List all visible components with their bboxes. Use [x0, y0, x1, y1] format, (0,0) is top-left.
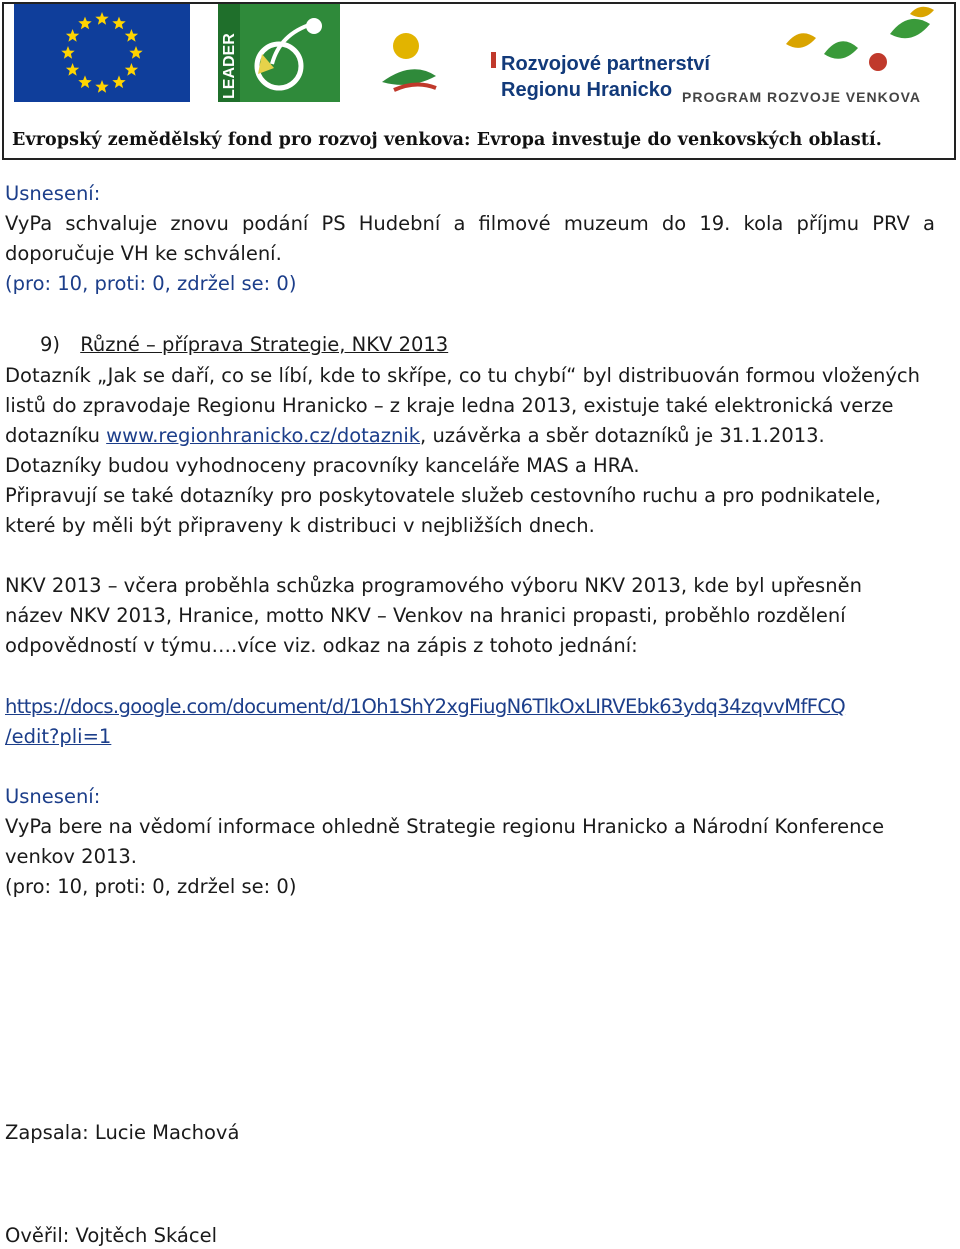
leader-logo — [218, 4, 340, 102]
paragraph-1-line-2: listů do zpravodaje Regionu Hranicko – z kraje ledna 2013, existuje také elektronická verze — [5, 394, 894, 417]
rozvojove-partnerstvi-logo — [382, 33, 711, 101]
resolution-text-1-word: kola — [743, 212, 784, 235]
resolution-text-2-line1: VyPa bere na vědomí informace ohledně Strategie regionu Hranicko a Národní Konference — [5, 815, 885, 838]
paragraph-2-line-1: NKV 2013 – včera proběhla schůzka programového výboru NKV 2013, kde byl upřesněn — [5, 574, 862, 597]
vote-result-1: (pro: 10, proti: 0, zdržel se: 0) — [5, 272, 297, 295]
paragraph-1-line-5: Připravují se také dotazníky pro poskytovatele služeb cestovního ruchu a pro podnikatele, — [5, 484, 882, 507]
paragraph-1-line-3-pre: dotazníku — [5, 424, 107, 447]
questionnaire-link[interactable]: www.regionhranicko.cz/dotaznik — [106, 424, 421, 447]
google-doc-link[interactable]: https://docs.google.com/document/d/1Oh1ShY2xgFiugN6TlkOxLIRVEbk63ydq34zqvvMfFCQ — [5, 695, 846, 718]
resolution-text-1-line2: doporučuje VH ke schválení. — [5, 242, 282, 265]
header-banner — [2, 2, 956, 160]
paragraph-2-line-3: odpovědností v týmu….více viz. odkaz na zápis z tohoto jednání: — [5, 634, 638, 657]
paragraph-1-line-3 — [5, 424, 825, 448]
resolution-text-1-word: PRV — [872, 212, 910, 235]
google-doc-link-line-2 — [5, 725, 111, 749]
resolution-text-1-word: muzeum — [563, 212, 649, 235]
resolution-text-1-word: příjmu — [796, 212, 860, 235]
resolution-text-1-word: do — [661, 212, 687, 235]
paragraph-1-line-4: Dotazníky budou vyhodnoceny pracovníky kanceláře MAS a HRA. — [5, 454, 640, 477]
resolution-text-1-word: a — [922, 212, 935, 235]
resolution-text-1-line1 — [5, 212, 935, 236]
paragraph-1-line-3-post: , uzávěrka a sběr dotazníků je 31.1.2013. — [420, 424, 825, 447]
header-caption: Evropský zemědělský fond pro rozvoj venkova: Evropa investuje do venkovských oblastí. — [12, 130, 882, 150]
vote-result-2: (pro: 10, proti: 0, zdržel se: 0) — [5, 875, 297, 898]
paragraph-2-line-2: název NKV 2013, Hranice, motto NKV – Venkov na hranici propasti, proběhlo rozdělení — [5, 604, 846, 627]
section-heading — [40, 333, 448, 357]
brand-regionu: Regionu Hranicko — [501, 79, 673, 101]
resolution-text-1-word: schvaluje — [65, 212, 158, 235]
brand-rozvojove: Rozvojové partnerství — [501, 53, 710, 75]
recorded-by: Zapsala: Lucie Machová — [5, 1121, 240, 1144]
section-number: 9) — [40, 333, 61, 356]
resolution-text-1-word: PS — [321, 212, 346, 235]
resolution-label-1: Usnesení: — [5, 182, 101, 205]
resolution-text-1-word: a — [453, 212, 466, 235]
paragraph-1-line-1: Dotazník „Jak se daří, co se líbí, kde to skřípe, co tu chybí“ byl distribuován formou vložených — [5, 364, 920, 387]
resolution-text-1-word: filmové — [478, 212, 551, 235]
leader-wordmark: LEADER — [221, 33, 238, 99]
google-doc-link-continued[interactable]: /edit?pli=1 — [5, 725, 112, 748]
resolution-label-2: Usnesení: — [5, 785, 101, 808]
resolution-text-2-line2: venkov 2013. — [5, 845, 137, 868]
logo-strip — [4, 4, 954, 116]
google-doc-link-line-1 — [5, 695, 845, 719]
eu-flag-logo — [14, 4, 190, 102]
verified-by: Ověřil: Vojtěch Skácel — [5, 1224, 218, 1247]
program-wordmark: PROGRAM ROZVOJE VENKOVA — [682, 89, 921, 105]
resolution-text-1-word: 19. — [699, 212, 731, 235]
resolution-text-1-word: podání — [241, 212, 309, 235]
program-rozvoje-venkova-logo — [682, 7, 934, 105]
resolution-text-1-word: VyPa — [5, 212, 53, 235]
paragraph-1-line-6: které by měli být připraveny k distribuci v nejbližších dnech. — [5, 514, 595, 537]
resolution-text-1-word: znovu — [170, 212, 229, 235]
section-title: Různé – příprava Strategie, NKV 2013 — [80, 333, 449, 356]
resolution-text-1-word: Hudební — [358, 212, 441, 235]
